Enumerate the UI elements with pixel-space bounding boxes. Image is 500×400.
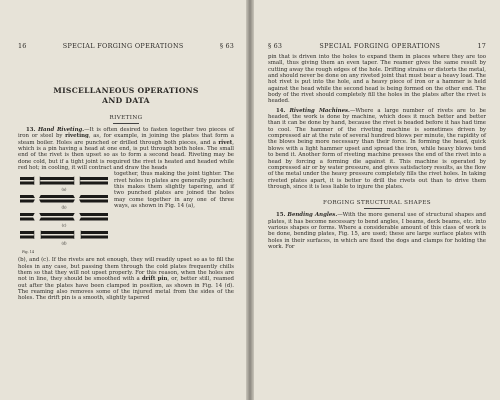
figure-wrap-block (18, 171, 234, 257)
left-running-title: SPECIAL FORGING OPERATIONS (62, 42, 184, 50)
left-page-number: 16 (18, 42, 27, 50)
figure-14-b (20, 195, 108, 210)
book-gutter (246, 0, 254, 400)
chapter-title-line1: MISCELLANEOUS OPERATIONS (53, 86, 199, 95)
right-page-number: 17 (477, 42, 486, 50)
paragraph-13-after-figure (18, 257, 234, 301)
term-drift-pin: drift pin (141, 276, 168, 283)
figure-14 (18, 171, 110, 257)
after-figure-text-c: , or, better still, reamed out after the plates have been clamped in position, as shown in Fig. 14 (d). The reaming also removes some of the injured metal from the sides of the holes. The drift pin is a smooth, slightly tapered (18, 276, 234, 302)
figure-14-drawing (18, 175, 110, 257)
figure-label-c: (c) (61, 223, 67, 228)
figure-14-d (20, 231, 108, 246)
paragraph-15 (268, 212, 486, 250)
paragraph-15-heading: Bending Angles. (287, 212, 338, 219)
section-rule-2 (364, 208, 390, 209)
left-section-ref: § 63 (219, 42, 234, 50)
chapter-title (18, 86, 234, 106)
paragraph-13-text-e: , which is a pin having a head at one end, is put through both holes. The small end of the rivet is then upset so as to form a second head. Riveting may be done cold, but if a tight joint is required the rivet is heated and headed while red hot; in cooling, it will contract and draw the heads (18, 139, 234, 172)
paragraph-14-number: 14. (276, 107, 286, 114)
right-running-head (268, 42, 486, 50)
section-heading-structural: FORGING STRUCTURAL SHAPES (323, 200, 431, 207)
paragraph-14 (268, 108, 486, 190)
right-section-ref: § 63 (268, 42, 283, 50)
figure-14-c (20, 213, 108, 228)
paragraph-13-number: 13. (26, 127, 36, 133)
section-heading-riveting: RIVETING (109, 115, 143, 121)
after-figure-text-a: (b), and (c). If the rivets are not enough, they will readily upset so as to fill the holes in any case, but passing them through the cold plates frequently chills them so that they will not upset properly. For this reason, when the holes are not in line, they should be smoothed with a (18, 257, 234, 283)
left-running-head (18, 42, 234, 50)
figure-label-b: (b) (61, 205, 67, 210)
figure-label-a: (a) (61, 187, 67, 192)
paragraph-14-text: —Where a large number of rivets are to be headed, the work is done by machine, which does it much better and better than it can be done by hand, because the rivet is headed before it has had time to cool. The hammer of the riveting machine is sometimes driven by compressed air at the rate of several hundred blows per minute, the rapidity of the blows being more necessary than their force. In forming the head, quick blows with a light hammer upset and spread the iron, while heavy blows tend to bend it. Another form of riveting machine presses the end of the rivet into a head by forcing a forming die against it. This machine is operated by compressed air or by water pressure, and gives satisfactory results, as the flow of the metal under the heavy pressure completely fills the rivet holes. In taking riveted plates apart, it is better to drill the rivets out than to drive them through, since it is less liable to injure the plates. (268, 107, 486, 190)
paragraph-13-continued: together, thus making the joint tighter. The rivet holes in plates are generally punched; this makes them slightly tapering, and if two punched plates are joined the holes may come together in any one of three ways, as shown in Fig. 14 (a), (114, 171, 234, 210)
paragraph-15-number: 15. (276, 212, 286, 219)
paragraph-13-text-c: , as, for example, in joining the plates that form a steam boiler. Holes are punched or drilled through both pieces, and a (18, 133, 234, 146)
section-rule (113, 123, 139, 124)
right-page (254, 0, 500, 400)
left-page (0, 0, 246, 400)
term-riveting: riveting (65, 133, 89, 140)
paragraph-13-text-a: —It is often desired to fasten together two pieces of iron or steel by (18, 127, 234, 140)
right-running-title: SPECIAL FORGING OPERATIONS (319, 42, 441, 50)
paragraph-13-heading: Hand Riveting. (37, 127, 85, 133)
term-rivet: rivet (218, 139, 233, 146)
chapter-title-line2: AND DATA (102, 96, 150, 105)
paragraph-13-conclusion: pin that is driven into the holes to expand them in places where they are too small, thus giving them an even taper. The reamer gives the same result by cutting away the rough edges of the hole. Drifting strains or distorts the metal, and should never be done on any riveted joint that must bear a heavy load. The hot rivet is put into the hole, and a heavy piece of iron or a hammer is held against the head while the second head is being formed on the other end. The body of the rivet should completely fill the holes in the plates after the rivet is headed. (268, 54, 486, 105)
paragraph-13 (18, 127, 234, 171)
paragraph-14-heading: Riveting Machines. (289, 107, 350, 114)
figure-label-d: (d) (61, 241, 67, 246)
figure-14-caption: Fig. 14 (22, 250, 35, 255)
figure-14-a (20, 177, 108, 192)
figure-wrap-text (114, 171, 234, 257)
paragraph-15-text: —With the more general use of structural shapes and plates, it has become necessary to bend angles, I beams, deck beams, etc. into various shapes or forms. Where a considerable amount of this class of work is be done, bending plates, Fig. 15, are used; these are large surface plates with holes in their surfaces, in which are fixed the dogs and clamps for holding the work. For (268, 212, 486, 250)
